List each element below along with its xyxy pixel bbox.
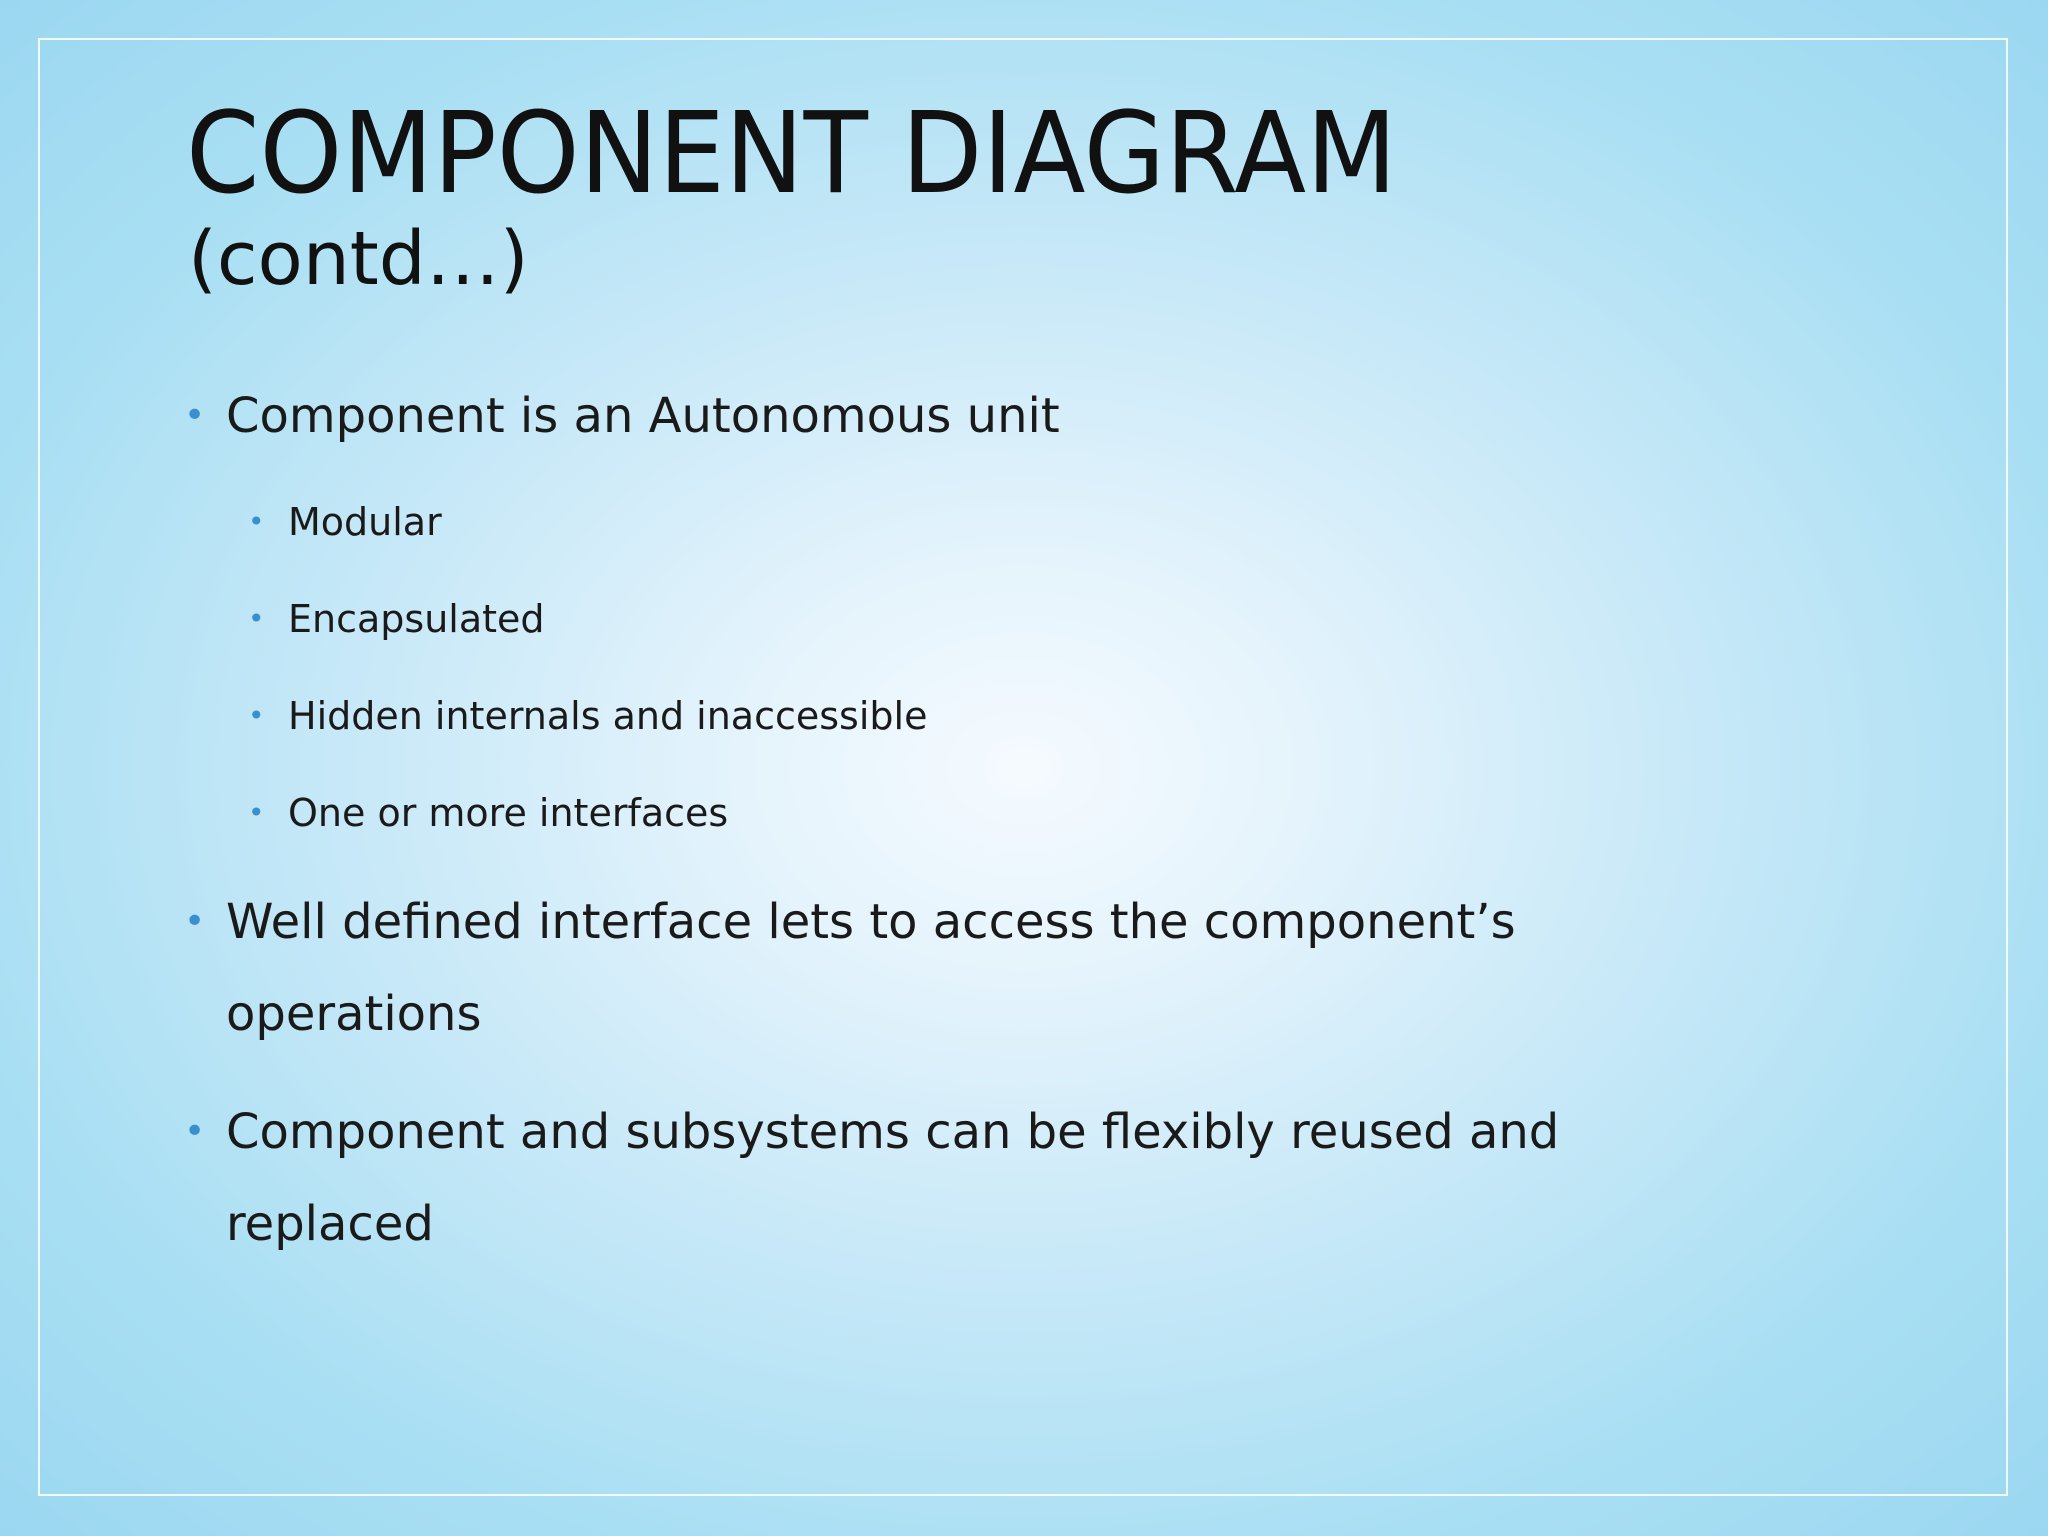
bullet-item xyxy=(184,876,1516,968)
sub-bullet-text: One or more interfaces xyxy=(288,791,729,835)
bullet-text-line2: operations xyxy=(226,986,482,1042)
bullet-item xyxy=(184,1086,1560,1178)
bullet-text-line2: replaced xyxy=(226,1196,434,1252)
bullet-text-line1: Component and subsystems can be flexibly reused and xyxy=(226,1104,1560,1160)
slide-title: COMPONENT DIAGRAM xyxy=(186,89,1397,219)
bullet-continuation xyxy=(226,968,481,1060)
sub-bullet-text: Modular xyxy=(288,500,442,544)
bullet-icon: • xyxy=(184,901,206,942)
bullet-icon: • xyxy=(248,699,265,732)
bullet-text-line1: Well defined interface lets to access the component’s xyxy=(226,894,1516,950)
bullet-text: Component is an Autonomous unit xyxy=(226,388,1060,444)
bullet-item xyxy=(184,370,1060,462)
bullet-icon: • xyxy=(184,395,206,436)
sub-bullet-item xyxy=(248,492,442,552)
bullet-icon: • xyxy=(184,1111,206,1152)
bullet-icon: • xyxy=(248,505,265,538)
sub-bullet-item xyxy=(248,686,928,746)
sub-bullet-text: Hidden internals and inaccessible xyxy=(288,694,928,738)
sub-bullet-text: Encapsulated xyxy=(288,597,545,641)
bullet-continuation xyxy=(226,1178,434,1270)
sub-bullet-item xyxy=(248,589,545,649)
slide-subtitle: (contd…) xyxy=(188,216,529,302)
sub-bullet-item xyxy=(248,783,729,843)
bullet-icon: • xyxy=(248,796,265,829)
bullet-icon: • xyxy=(248,602,265,635)
